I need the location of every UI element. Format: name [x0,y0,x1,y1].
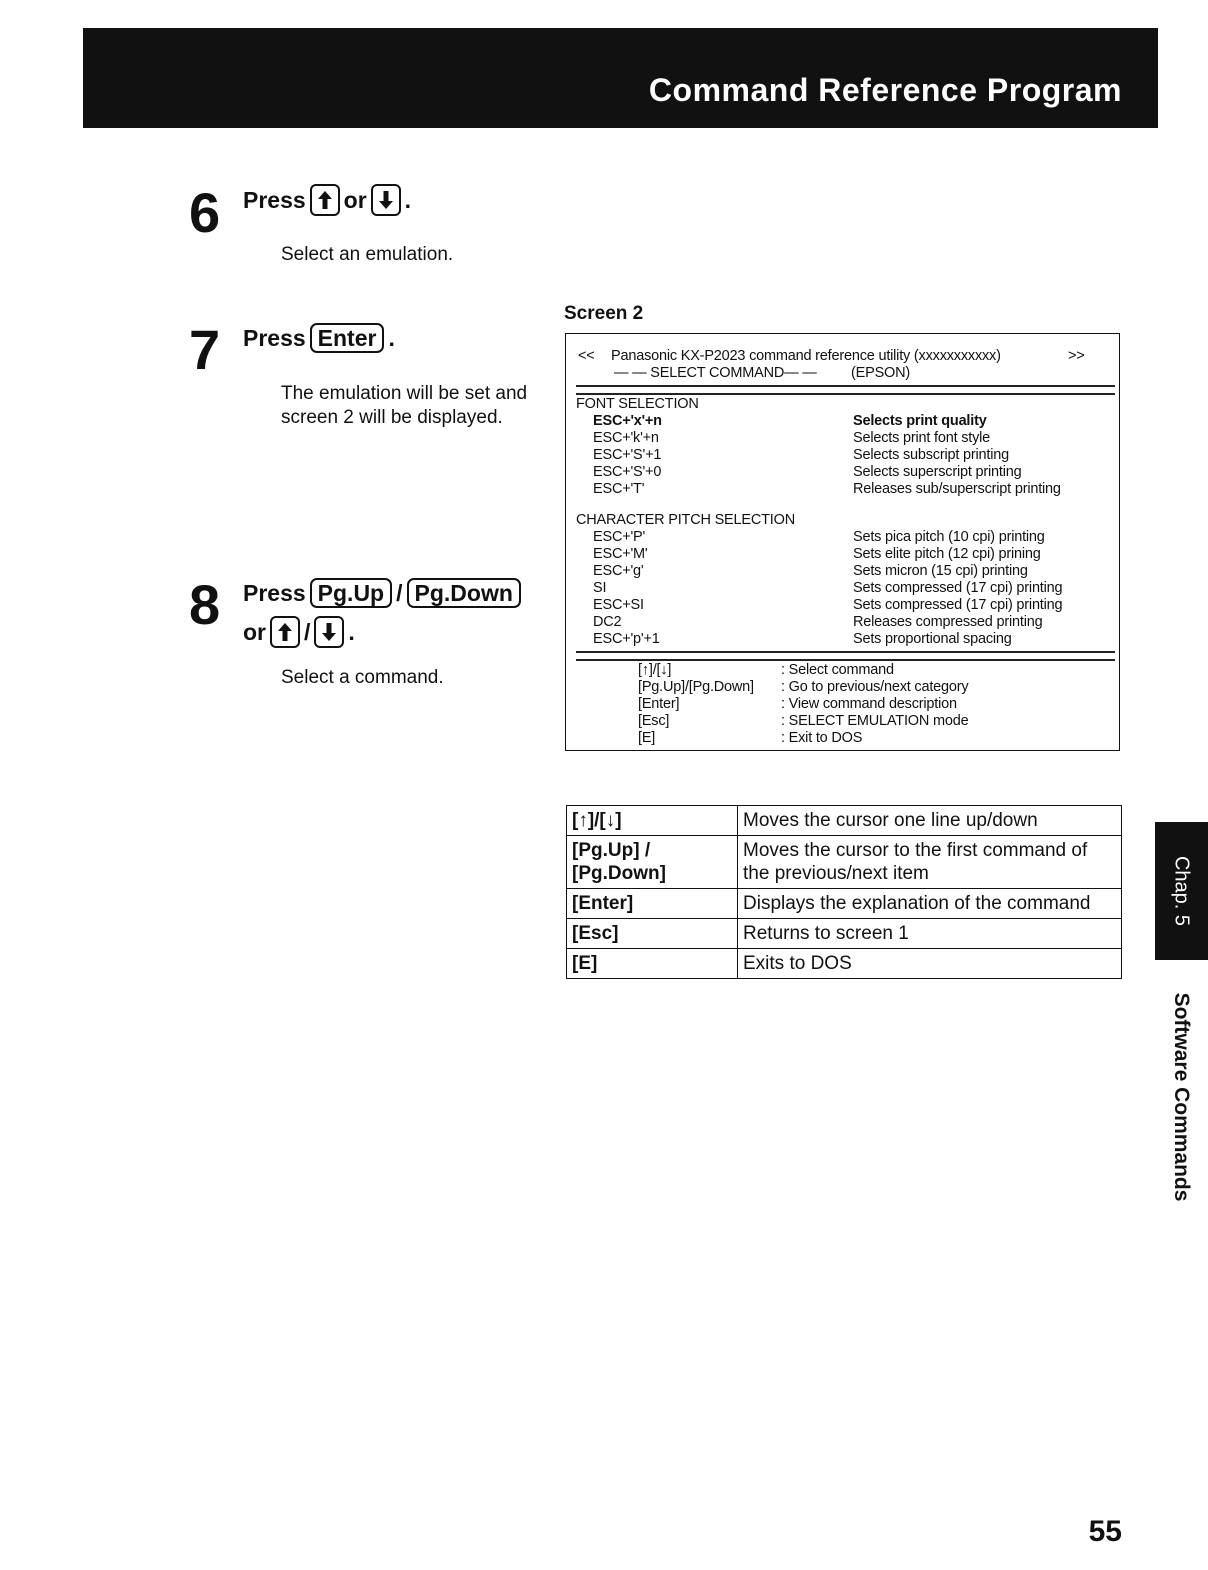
key-reference-table [566,805,1122,979]
command-desc: Selects superscript printing [853,464,1022,480]
command-desc: Selects print font style [853,430,991,446]
section-title: Software Commands [1170,992,1193,1202]
screen-title-left: << [578,348,595,364]
command-code: ESC+'S'+1 [593,447,662,463]
pg-down-key: Pg.Down [407,578,521,608]
table-desc: Exits to DOS [738,949,1122,979]
chapter-tab-label: Chap. 5 [1170,855,1193,927]
table-key: [↑]/[↓] [567,806,738,836]
page-number: 55 [1088,1515,1122,1548]
step-8-instruction-line-1 [243,578,521,608]
header-bar [83,28,1158,128]
command-desc: Sets compressed (17 cpi) printing [853,580,1063,596]
help-key: [↑]/[↓] [638,662,672,678]
table-key-line: [Pg.Down] [572,863,666,884]
command-code: ESC+'x'+n [593,413,662,429]
command-desc: Selects subscript printing [853,447,1009,463]
command-code: ESC+'g' [593,563,644,579]
table-key: [E] [567,949,738,979]
step-6-or: or [343,186,367,213]
help-key: [Enter] [638,696,680,712]
step-7-description [281,382,527,430]
screen-subtitle: — — SELECT COMMAND— — [614,365,817,381]
down-arrow-key-icon [371,184,401,216]
command-code: ESC+SI [593,597,644,613]
step-6-end: . [404,186,412,213]
command-code: ESC+'p'+1 [593,631,660,647]
step-6-description: Select an emulation. [281,244,454,265]
step-8-slash-2: / [304,618,311,645]
page-title: Command Reference Program [648,72,1122,108]
table-desc: Returns to screen 1 [738,919,1122,949]
step-8-slash: / [396,579,403,606]
pg-up-key: Pg.Up [310,578,392,608]
help-desc: : Exit to DOS [781,730,863,746]
screen-title-right: >> [1068,348,1085,364]
step-7-end: . [388,324,395,351]
command-desc: Sets compressed (17 cpi) printing [853,597,1063,613]
step-8-or: or [243,618,266,645]
table-desc [738,836,1122,889]
command-desc: Sets elite pitch (12 cpi) prining [853,546,1041,562]
command-desc: Releases sub/superscript printing [853,481,1061,497]
step-7-number: 7 [189,318,221,381]
step-7-press: Press [243,324,306,351]
help-desc: : Go to previous/next category [781,679,969,695]
command-code: DC2 [593,614,622,630]
help-desc: : View command description [781,696,957,712]
screen-2-panel [565,333,1120,751]
table-key: [Enter] [567,889,738,919]
step-8-instruction-line-2 [243,616,355,648]
command-desc: Releases compressed printing [853,614,1043,630]
help-key: [Pg.Up]/[Pg.Down] [638,679,754,695]
step-8-press: Press [243,579,306,606]
table-key: [Esc] [567,919,738,949]
command-code: ESC+'M' [593,546,648,562]
table-row [567,919,1122,949]
down-arrow-key-icon [314,616,344,648]
up-arrow-key-icon [310,184,340,216]
table-key [567,836,738,889]
table-desc-line: the previous/next item [743,863,929,884]
step-8-description: Select a command. [281,667,444,688]
table-row [567,889,1122,919]
enter-key: Enter [310,323,385,353]
table-desc: Moves the cursor one line up/down [738,806,1122,836]
step-6-number: 6 [189,181,221,244]
help-desc: : Select command [781,662,894,678]
command-code: ESC+'S'+0 [593,464,662,480]
help-key: [Esc] [638,713,670,729]
command-code: SI [593,580,607,596]
screen-title: Panasonic KX-P2023 command reference utility (xxxxxxxxxxx) [611,348,1001,364]
step-8-end: . [348,618,355,645]
command-desc: Sets pica pitch (10 cpi) printing [853,529,1045,545]
table-row [567,806,1122,836]
screen-emulation: (EPSON) [851,365,911,381]
screen-label: Screen 2 [564,303,644,324]
step-8-number: 8 [189,573,221,636]
category-character-pitch: CHARACTER PITCH SELECTION [576,512,795,528]
category-font-selection: FONT SELECTION [576,396,699,412]
command-code: ESC+'P' [593,529,646,545]
table-desc-line: Moves the cursor to the first command of [743,840,1088,861]
command-code: ESC+'k'+n [593,430,659,446]
command-desc: Sets micron (15 cpi) printing [853,563,1028,579]
help-desc: : SELECT EMULATION mode [781,713,969,729]
step-7-instruction [243,323,395,353]
up-arrow-key-icon [270,616,300,648]
command-desc: Sets proportional spacing [853,631,1012,647]
help-key: [E] [638,730,656,746]
table-row [567,836,1122,889]
step-7-description-line-2: screen 2 will be displayed. [281,407,503,428]
separator [576,385,1115,395]
separator [576,651,1115,661]
table-row [567,949,1122,979]
step-6-press: Press [243,186,306,213]
command-desc: Selects print quality [853,413,987,429]
command-code: ESC+'T' [593,481,645,497]
step-7-description-line-1: The emulation will be set and [281,383,528,404]
table-desc: Displays the explanation of the command [738,889,1122,919]
step-6-instruction [243,184,411,216]
table-key-line: [Pg.Up] / [572,840,651,861]
